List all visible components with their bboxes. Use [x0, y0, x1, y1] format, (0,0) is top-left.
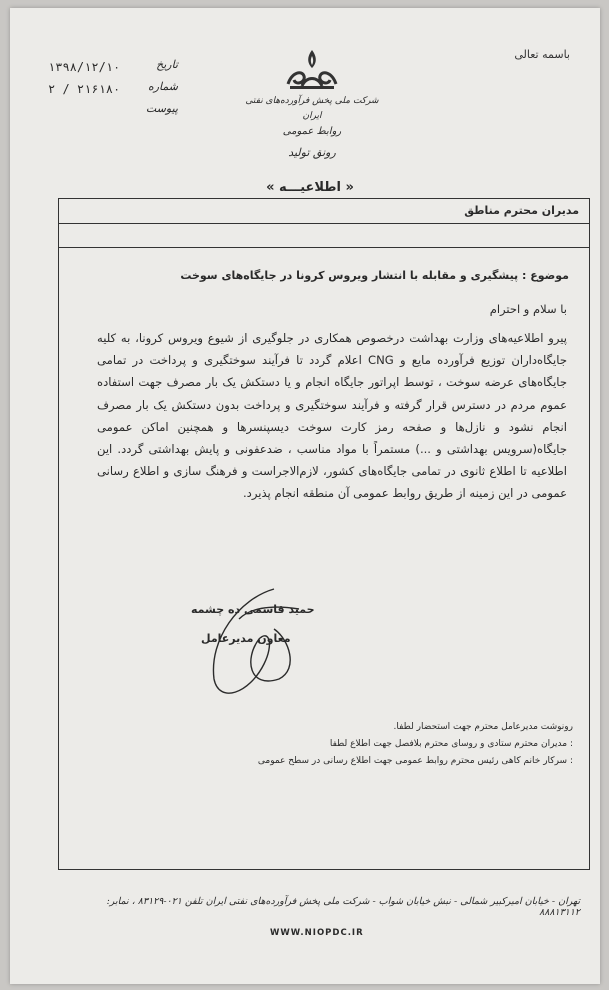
- subject-divider: [59, 247, 589, 248]
- cc-line-3: : سرکار خانم کاهی رئیس محترم روابط عمومی جهت اطلاع رسانی در سطح عمومی: [257, 756, 573, 766]
- company-name: [242, 94, 382, 160]
- number-row: [48, 80, 178, 102]
- number-value: ۲ / ۲۱۶۱۸۰: [48, 82, 121, 96]
- signer-name: حمید قاسمی ده چشمه: [191, 603, 315, 616]
- company-slogan: رونق تولید: [288, 146, 336, 159]
- signer-title: معاون مدیرعامل: [201, 632, 291, 645]
- carbon-copy-list: [193, 719, 573, 770]
- company-line-2: روابط عمومی: [282, 126, 342, 137]
- addressee: مدیران محترم مناطق: [464, 204, 579, 217]
- date-row: [48, 58, 178, 80]
- letter-page: [10, 8, 600, 984]
- letter-frame: [58, 198, 590, 870]
- cc-line-2: : مدیران محترم ستادی و روسای محترم بلافصل جهت اطلاع لطفا: [329, 739, 573, 749]
- letter-body: پیرو اطلاعیه‌های وزارت بهداشت درخصوص همکاری در جلوگیری از شیوع ویروس کرونا، به کلیه جایگاه‌داران توزیع فرآورده مایع و CNG اعلام گردد تا فرآیند سوختگیری و پرداخت در تمامی جایگاه‌های عرضه سوخت ، توسط اپراتور جایگاه انجام و یا دستکش یک بار مصرف جهت استفاده عموم مردم در دسترس قرار گرفته و فرآیند سوختگیری و پرداخت بدون دستکش یک بار مصرف انجام نشود و نازل‌ها و صفحه رمز کارت سوخت دیسپنسرها و همچنین اماکن عمومی جایگاه(سرویس بهداشتی و ...) مستمراً با مواد مناسب ، ضدعفونی و پایش بهداشتی گردد. این اطلاعیه تا اطلاع ثانوی در تمامی جایگاه‌های کشور، لازم‌الاجراست و فرهنگ سازی و اطلاع رسانی عمومی در این زمینه از طریق روابط عمومی آن منطقه انجام پذیرد.: [97, 331, 567, 501]
- number-label: شماره: [147, 80, 178, 93]
- handwritten-signature-icon: [179, 569, 319, 709]
- greeting: با سلام و احترام: [489, 302, 567, 316]
- date-label: تاریخ: [156, 58, 178, 71]
- company-logo-icon: [282, 46, 342, 92]
- attachment-row: [48, 102, 178, 124]
- cc-line-1: رونوشت مدیرعامل محترم جهت استحضار لطفا.: [393, 722, 573, 732]
- basmala: باسمه تعالی: [514, 48, 570, 61]
- addressee-divider: [59, 223, 589, 224]
- company-line-1: شرکت ملی پخش فرآورده‌های نفتی ایران: [245, 96, 379, 121]
- footer-website: WWW.NIOPDC.IR: [270, 928, 364, 938]
- date-value: ۱۳۹۸/۱۲/۱۰: [48, 60, 121, 74]
- letter-metadata: [48, 58, 178, 124]
- announcement-title: « اطلاعیـــه »: [266, 180, 354, 195]
- subject-line: موضوع : پیشگیری و مقابله با انتشار ویروس کرونا در جایگاه‌های سوخت: [180, 269, 569, 282]
- attachment-label: پیوست: [145, 102, 178, 115]
- footer-address: تهران - خیابان امیرکبیر شمالی - نبش خیابان شواب - شرکت ملی پخش فرآورده‌های نفتی ایران تلفن ۰۲۱-۸۳۱۲۹ ، نمابر: ۸۸۸۱۳۱۱۲: [106, 896, 580, 918]
